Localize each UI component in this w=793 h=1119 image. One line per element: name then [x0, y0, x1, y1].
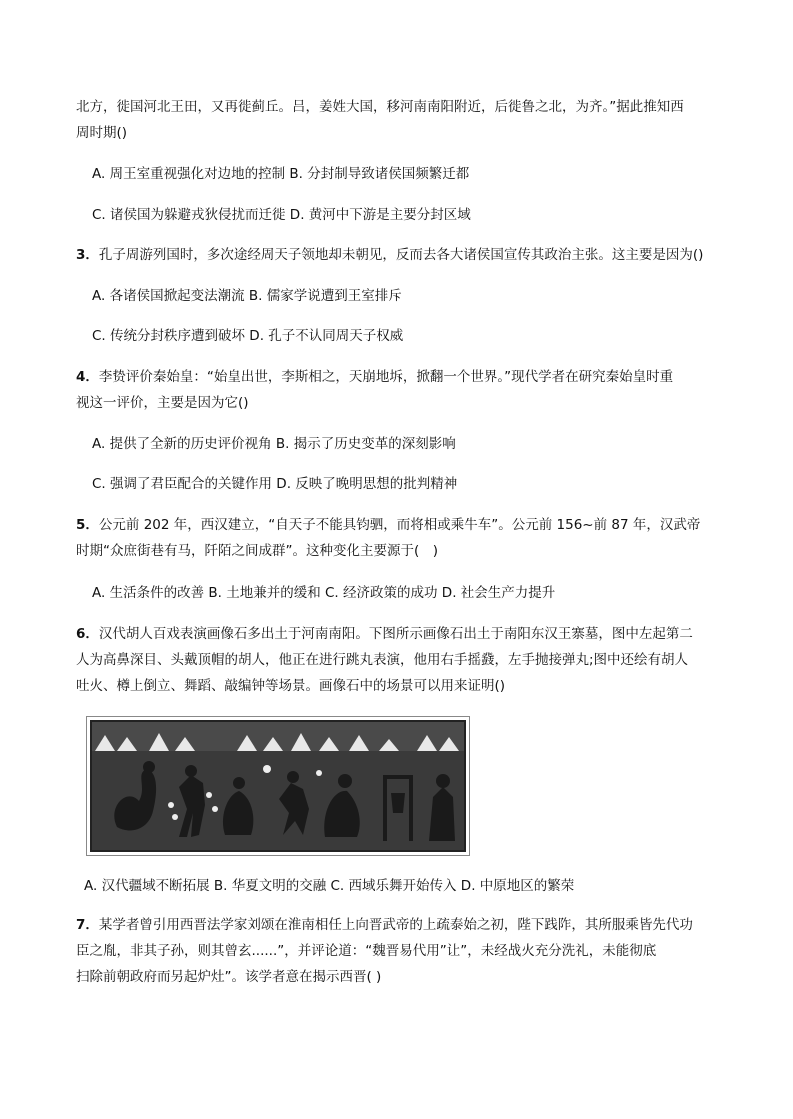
q7-number: 7． [76, 917, 99, 933]
q3-number: 3． [76, 247, 99, 263]
q3-stem: 3．孔子周游列国时，多次途经周天子领地却未朝见，反而去各大诸侯国宣传其政治主张。这主要是因为() [76, 247, 704, 263]
q5-options: A. 生活条件的改善 B. 土地兼并的缓和 C. 经济政策的成功 D. 社会生产力提升 [92, 585, 556, 601]
q6-number: 6． [76, 626, 99, 642]
q5-number: 5． [76, 517, 99, 533]
q7-stem: 7．某学者曾引用西晋法学家刘颂在淮南相任上向晋武帝的上疏泰始之初，陛下践阼，其所服乘皆先代功 臣之胤，非其子孙，则其曾玄......”，并评论道：“魏晋易代用”让”，未经战火充分洗礼，未能彻底 扫除前朝政府而另起炉灶”。该学者意在揭示西晋( ) [76, 917, 693, 985]
q4-number: 4． [76, 369, 99, 385]
q2-options-ab: A. 周王室重视强化对边地的控制 B. 分封制导致诸侯国频繁迁都 [92, 166, 470, 182]
q4-options-cd: C. 强调了君臣配合的关键作用 D. 反映了晚明思想的批判精神 [92, 476, 458, 492]
q6-stem: 6．汉代胡人百戏表演画像石多出土于河南南阳。下图所示画像石出土于南阳东汉王寨墓，图中左起第二 人为高鼻深目、头戴顶帽的胡人，他正在进行跳丸表演，他用右手摇鼗，左手抛接弹丸;图中还绘有胡人 吐火、樽上倒立、舞蹈、敲编钟等场景。画像石中的场景可以用来证明() [76, 626, 693, 694]
q3-options-cd: C. 传统分封秩序遭到破坏 D. 孔子不认同周天子权威 [92, 328, 404, 344]
q3-options-ab: A. 各诸侯国掀起变法潮流 B. 儒家学说遭到王室排斥 [92, 288, 402, 304]
q6-options: A. 汉代疆域不断拓展 B. 华夏文明的交融 C. 西域乐舞开始传入 D. 中原地区的繁荣 [84, 878, 575, 894]
stone-relief-image [86, 716, 470, 856]
q4-options-ab: A. 提供了全新的历史评价视角 B. 揭示了历史变革的深刻影响 [92, 436, 456, 452]
q2-options-cd: C. 诸侯国为躲避戎狄侵扰而迁徙 D. 黄河中下游是主要分封区域 [92, 207, 471, 223]
q2-stem: 北方，徙国河北王田，又再徙蓟丘。吕，姜姓大国，移河南南阳附近，后徙鲁之北，为齐。”据此推知西 周时期() [76, 99, 684, 141]
q4-stem: 4．李贽评价秦始皇：“始皇出世，李斯相之，天崩地坼，掀翻一个世界。”现代学者在研究秦始皇时重 视这一评价，主要是因为它() [76, 369, 674, 411]
q5-stem: 5．公元前 202 年，西汉建立，“自天子不能具钧驷，而将相或乘牛车”。公元前 156~前 87 年，汉武帝 时期“众庶街巷有马，阡陌之间成群”。这种变化主要源于( ) [76, 517, 701, 559]
stone-relief-rubbing-illustration [87, 717, 469, 855]
